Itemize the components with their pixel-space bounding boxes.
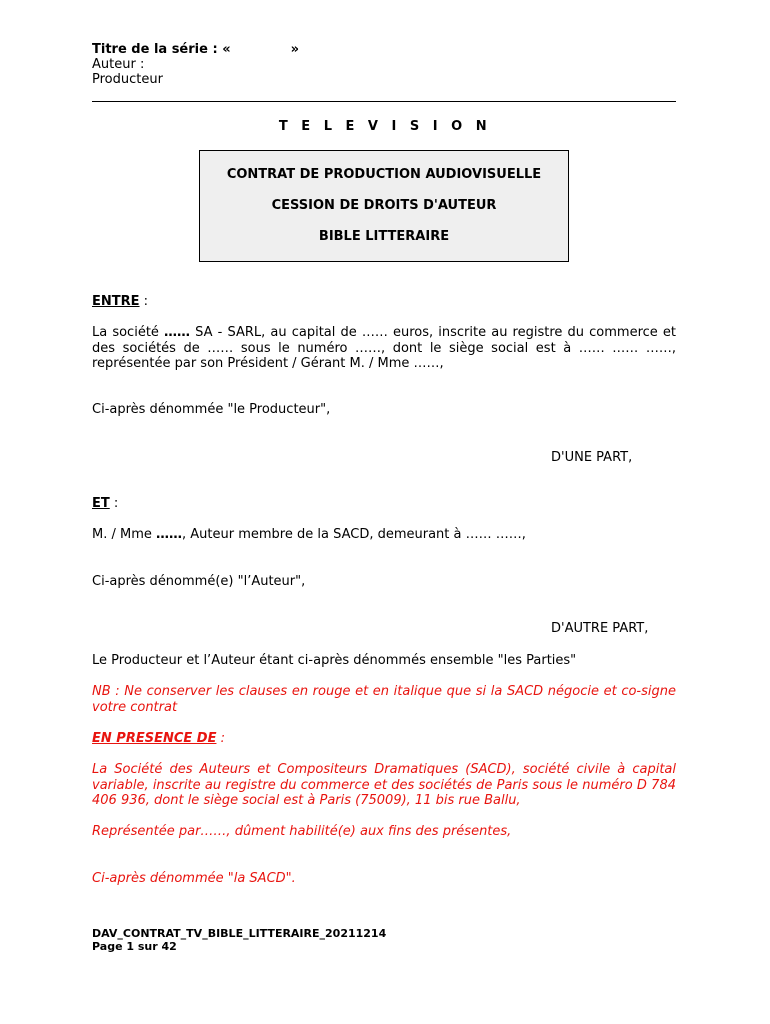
series-title-line xyxy=(92,42,299,57)
television-heading: T E L E V I S I O N xyxy=(278,119,492,134)
author-line: Auteur : xyxy=(92,57,145,72)
footer-doc-id: DAV_CONTRAT_TV_BIBLE_LITTERAIRE_20211214 xyxy=(92,927,387,940)
contract-title-line3: BIBLE LITTERAIRE xyxy=(318,229,450,244)
nb-note: NB : Ne conserver les clauses en rouge et en italique que si la SACD négocie et co-signe votre contrat xyxy=(92,684,676,715)
contract-title-line1: CONTRAT DE PRODUCTION AUDIOVISUELLE xyxy=(226,167,542,182)
et-suffix: : xyxy=(109,496,119,511)
series-title-close: » xyxy=(290,42,299,57)
producer-para-post: SA - SARL, au capital de …… euros, inscrite au registre du commerce et des sociétés de …… sous le numéro ……, dont le siège social est à …… …… ……, représentée par son Président / Gérant M. / Mme ……, xyxy=(92,325,676,371)
producer-line: Producteur xyxy=(92,72,163,87)
series-title-label: Titre de la série xyxy=(92,42,208,57)
represented-line: Représentée par……, dûment habilité(e) aux fins des présentes, xyxy=(92,824,512,839)
producer-para-placeholder: …… xyxy=(164,325,191,340)
producer-named: Ci-après dénommée "le Producteur", xyxy=(92,402,331,417)
producer-para-pre: La société xyxy=(92,325,165,340)
author-paragraph xyxy=(92,527,676,543)
presence-suffix: : xyxy=(216,731,225,746)
presence-label: EN PRESENCE DE xyxy=(92,731,217,746)
entre-label: ENTRE xyxy=(92,294,140,309)
et-label: ET xyxy=(92,496,110,511)
part-two: D'AUTRE PART, xyxy=(551,621,649,636)
producer-paragraph xyxy=(92,325,676,372)
header-divider xyxy=(92,101,676,102)
entre-suffix: : xyxy=(139,294,149,309)
author-para-post: , Auteur membre de la SACD, demeurant à …… ……, xyxy=(182,527,526,542)
contract-title-box xyxy=(199,150,569,262)
presence-heading xyxy=(92,731,676,747)
contract-title-line2: CESSION DE DROITS D'AUTEUR xyxy=(271,198,497,213)
footer-page-number: Page 1 sur 42 xyxy=(92,940,177,953)
series-title-open: : « xyxy=(207,42,231,57)
author-named: Ci-après dénommé(e) "l’Auteur", xyxy=(92,574,306,589)
sacd-named: Ci-après dénommée "la SACD". xyxy=(92,871,296,886)
part-one: D'UNE PART, xyxy=(551,450,633,465)
parties-line: Le Producteur et l’Auteur étant ci-après dénommés ensemble "les Parties" xyxy=(92,653,577,668)
entre-heading xyxy=(92,294,676,310)
author-para-pre: M. / Mme xyxy=(92,527,157,542)
author-para-placeholder: …… xyxy=(156,527,183,542)
sacd-paragraph: La Société des Auteurs et Compositeurs Dramatiques (SACD), société civile à capital variable, inscrite au registre du commerce et des sociétés de Paris sous le numéro D 784 406 936, dont le siège social est à Paris (75009), 11 bis rue Ballu, xyxy=(92,762,676,808)
et-heading xyxy=(92,496,676,512)
